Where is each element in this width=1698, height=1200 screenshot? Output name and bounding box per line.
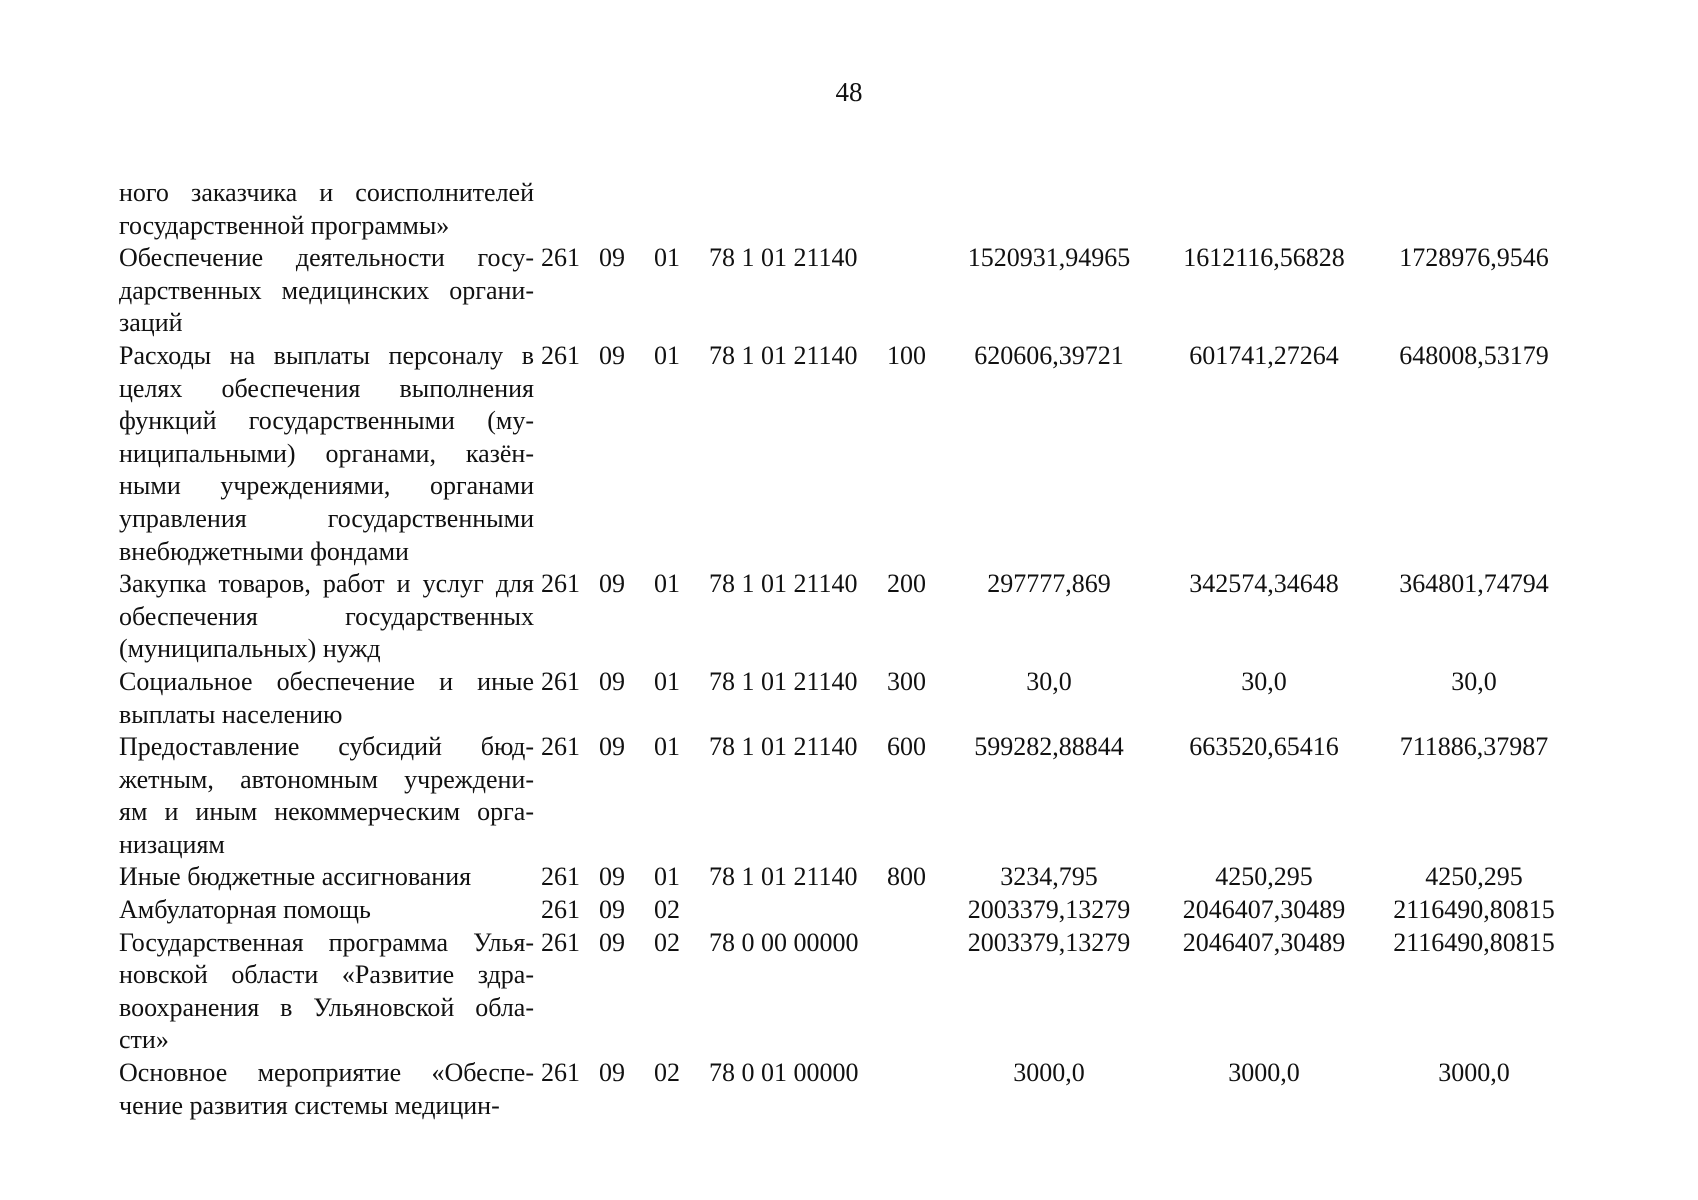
admin-code-cell: 261 bbox=[541, 927, 580, 957]
expense-type-cell: 600 bbox=[887, 732, 926, 762]
amount-year2-cell: 3000,0 bbox=[1228, 1058, 1300, 1088]
subsection-code-cell: 01 bbox=[654, 732, 680, 762]
subsection-code-cell: 01 bbox=[654, 862, 680, 892]
description-line: чение развития системы медицин- bbox=[119, 1090, 500, 1120]
description-line: заций bbox=[119, 308, 183, 338]
admin-code-cell: 261 bbox=[541, 732, 580, 762]
description-line: государственной программы» bbox=[119, 210, 450, 240]
table-row bbox=[119, 894, 1579, 927]
row-description bbox=[119, 1057, 534, 1122]
amount-year1-cell: 2003379,13279 bbox=[967, 895, 1131, 925]
description-line: жетным, автономным учреждени- bbox=[119, 764, 534, 794]
amount-year1-cell: 1520931,94965 bbox=[967, 243, 1131, 273]
section-code-cell: 09 bbox=[599, 862, 625, 892]
description-line: ными учреждениями, органами bbox=[119, 471, 534, 501]
row-description bbox=[119, 177, 534, 242]
amount-year3-cell: 30,0 bbox=[1451, 666, 1497, 696]
subsection-code-cell: 01 bbox=[654, 340, 680, 370]
description-line: ного заказчика и соисполнителей bbox=[119, 178, 534, 207]
table-row bbox=[119, 666, 1579, 731]
amount-year2-cell: 601741,27264 bbox=[1189, 340, 1339, 370]
amount-year1-cell: 30,0 bbox=[1026, 666, 1072, 696]
section-code-cell: 09 bbox=[599, 732, 625, 762]
table-row bbox=[119, 177, 1579, 242]
description-line: ям и иным некоммерческим орга- bbox=[119, 797, 534, 827]
row-description bbox=[119, 242, 534, 340]
section-code-cell: 09 bbox=[599, 927, 625, 957]
admin-code-cell: 261 bbox=[541, 666, 580, 696]
table-row bbox=[119, 731, 1579, 861]
target-article-cell: 78 0 00 00000 bbox=[709, 927, 859, 957]
section-code-cell: 09 bbox=[599, 895, 625, 925]
description-line: сти» bbox=[119, 1025, 169, 1055]
expense-type-cell: 800 bbox=[887, 862, 926, 892]
section-code-cell: 09 bbox=[599, 569, 625, 599]
subsection-code-cell: 01 bbox=[654, 569, 680, 599]
admin-code-cell: 261 bbox=[541, 243, 580, 273]
description-line: функций государственными (му- bbox=[119, 406, 534, 436]
admin-code-cell: 261 bbox=[541, 862, 580, 892]
amount-year3-cell: 1728976,9546 bbox=[1399, 243, 1549, 273]
row-description bbox=[119, 861, 534, 894]
section-code-cell: 09 bbox=[599, 243, 625, 273]
amount-year3-cell: 3000,0 bbox=[1438, 1058, 1510, 1088]
target-article-cell: 78 1 01 21140 bbox=[709, 243, 858, 273]
amount-year2-cell: 30,0 bbox=[1241, 666, 1287, 696]
subsection-code-cell: 02 bbox=[654, 927, 680, 957]
description-line: обеспечения государственных bbox=[119, 601, 534, 631]
description-line: Иные бюджетные ассигнования bbox=[119, 862, 472, 892]
table-row bbox=[119, 568, 1579, 666]
amount-year2-cell: 342574,34648 bbox=[1189, 569, 1339, 599]
expense-type-cell: 300 bbox=[887, 666, 926, 696]
page-number: 48 bbox=[835, 77, 863, 107]
description-line: Расходы на выплаты персоналу в bbox=[119, 340, 534, 370]
description-line: целях обеспечения выполнения bbox=[119, 373, 534, 403]
amount-year1-cell: 297777,869 bbox=[987, 569, 1111, 599]
target-article-cell: 78 1 01 21140 bbox=[709, 340, 858, 370]
table-row bbox=[119, 861, 1579, 894]
description-line: Государственная программа Улья- bbox=[119, 927, 534, 957]
table-row bbox=[119, 1057, 1579, 1122]
description-line: Основное мероприятие «Обеспе- bbox=[119, 1058, 534, 1088]
expense-type-cell: 100 bbox=[887, 340, 926, 370]
amount-year3-cell: 4250,295 bbox=[1425, 862, 1523, 892]
admin-code-cell: 261 bbox=[541, 569, 580, 599]
row-description bbox=[119, 340, 534, 568]
table-row bbox=[119, 340, 1579, 568]
description-line: управления государственными bbox=[119, 503, 534, 533]
admin-code-cell: 261 bbox=[541, 895, 580, 925]
amount-year1-cell: 599282,88844 bbox=[974, 732, 1124, 762]
amount-year1-cell: 620606,39721 bbox=[974, 340, 1124, 370]
amount-year3-cell: 2116490,80815 bbox=[1393, 927, 1555, 957]
description-line: новской области «Развитие здра- bbox=[119, 960, 534, 990]
description-line: Социальное обеспечение и иные bbox=[119, 666, 534, 696]
admin-code-cell: 261 bbox=[541, 1058, 580, 1088]
budget-table bbox=[119, 177, 1579, 1122]
amount-year2-cell: 663520,65416 bbox=[1189, 732, 1339, 762]
description-line: воохранения в Ульяновской обла- bbox=[119, 992, 534, 1022]
subsection-code-cell: 02 bbox=[654, 895, 680, 925]
section-code-cell: 09 bbox=[599, 666, 625, 696]
description-line: дарственных медицинских органи- bbox=[119, 275, 534, 305]
amount-year3-cell: 364801,74794 bbox=[1399, 569, 1549, 599]
row-description bbox=[119, 666, 534, 731]
table-row bbox=[119, 927, 1579, 1057]
admin-code-cell: 261 bbox=[541, 340, 580, 370]
section-code-cell: 09 bbox=[599, 1058, 625, 1088]
amount-year2-cell: 1612116,56828 bbox=[1183, 243, 1345, 273]
table-row bbox=[119, 242, 1579, 340]
row-description bbox=[119, 927, 534, 1057]
section-code-cell: 09 bbox=[599, 340, 625, 370]
target-article-cell: 78 1 01 21140 bbox=[709, 732, 858, 762]
description-line: Амбулаторная помощь bbox=[119, 895, 371, 925]
description-line: Предоставление субсидий бюд- bbox=[119, 732, 534, 762]
description-line: внебюджетными фондами bbox=[119, 536, 409, 566]
subsection-code-cell: 01 bbox=[654, 243, 680, 273]
target-article-cell: 78 1 01 21140 bbox=[709, 666, 858, 696]
row-description bbox=[119, 894, 534, 927]
amount-year3-cell: 648008,53179 bbox=[1399, 340, 1549, 370]
row-description bbox=[119, 731, 534, 861]
description-line: Закупка товаров, работ и услуг для bbox=[119, 569, 534, 599]
amount-year1-cell: 3000,0 bbox=[1013, 1058, 1085, 1088]
description-line: (муниципальных) нужд bbox=[119, 634, 381, 664]
target-article-cell: 78 1 01 21140 bbox=[709, 569, 858, 599]
description-line: низациям bbox=[119, 829, 225, 859]
target-article-cell: 78 0 01 00000 bbox=[709, 1058, 859, 1088]
amount-year3-cell: 711886,37987 bbox=[1399, 732, 1549, 762]
expense-type-cell: 200 bbox=[887, 569, 926, 599]
amount-year2-cell: 4250,295 bbox=[1215, 862, 1313, 892]
description-line: Обеспечение деятельности госу- bbox=[119, 243, 534, 273]
subsection-code-cell: 01 bbox=[654, 666, 680, 696]
description-line: ниципальными) органами, казён- bbox=[119, 438, 534, 468]
amount-year1-cell: 3234,795 bbox=[1000, 862, 1098, 892]
amount-year2-cell: 2046407,30489 bbox=[1182, 895, 1346, 925]
amount-year2-cell: 2046407,30489 bbox=[1182, 927, 1346, 957]
amount-year1-cell: 2003379,13279 bbox=[967, 927, 1131, 957]
target-article-cell: 78 1 01 21140 bbox=[709, 862, 858, 892]
description-line: выплаты населению bbox=[119, 699, 343, 729]
row-description bbox=[119, 568, 534, 666]
subsection-code-cell: 02 bbox=[654, 1058, 680, 1088]
amount-year3-cell: 2116490,80815 bbox=[1393, 895, 1555, 925]
